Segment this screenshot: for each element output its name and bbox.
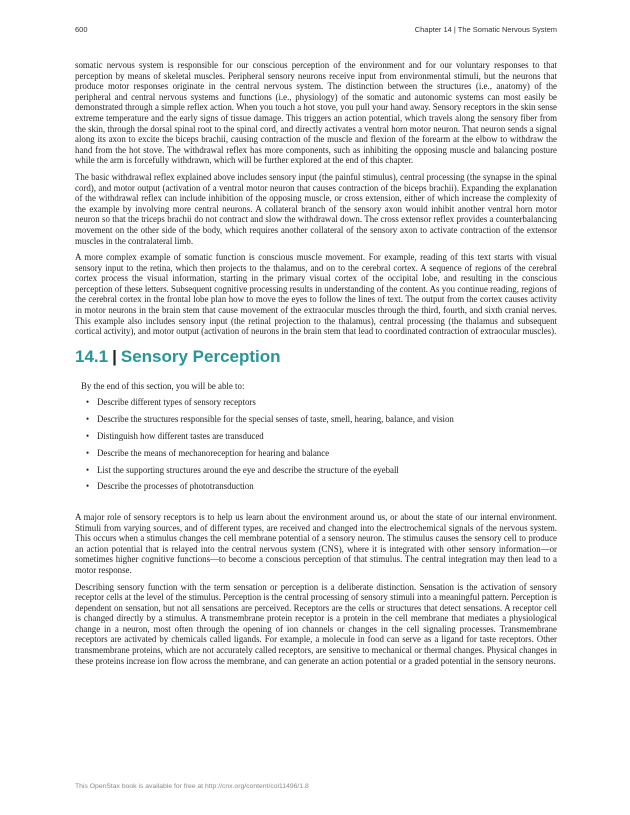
objectives-intro: By the end of this section, you will be able to: bbox=[81, 380, 245, 391]
page-content bbox=[75, 60, 557, 672]
objectives-list bbox=[81, 397, 557, 492]
objective-text: Describe the processes of phototransduction bbox=[97, 481, 254, 492]
bullet-icon: • bbox=[86, 414, 90, 425]
objective-text: Describe the means of mechanoreception for hearing and balance bbox=[97, 447, 330, 458]
body-paragraph: The basic withdrawal reflex explained above includes sensory input (the painful stimulus), central processing (the synapse in the spinal cord), and motor output (activation of a ventral motor neuron that causes contraction of the biceps brachii). Expanding the explanation of the withdrawal reflex can include inhibition of the opposing muscle, or cross extension, either of which increase the complexity of the example by involving more central neurons. A collateral branch of the sensory axon would inhibit another ventral horn motor neuron so that the triceps brachii do not contract and slow the withdrawal down. The cross extensor reflex provides a counterbalancing movement on the other side of the body, which requires another collateral of the sensory axon to activate contraction of the extensor muscles in the contralateral limb. bbox=[75, 171, 557, 246]
running-footer: This OpenStax book is available for free at http://cnx.org/content/col11496/1.8 bbox=[75, 783, 309, 790]
section-separator: | bbox=[112, 346, 117, 366]
section-heading bbox=[75, 347, 557, 367]
body-paragraph: somatic nervous system is responsible for our conscious perception of the environment and for our voluntary responses to that perception by means of skeletal muscles. Peripheral sensory neurons receive input from environmental stimuli, but the neurons that produce motor responses originate in the central nervous system. The distinction between the structures (i.e., anatomy) of the peripheral and central nervous systems and functions (i.e., physiology) of the somatic and autonomic systems can most easily be demonstrated through a simple reflex action. When you touch a hot stove, you pull your hand away. Sensory receptors in the skin sense extreme temperature and the early signs of tissue damage. This triggers an action potential, which travels along the sensory fiber from the skin, through the dorsal spinal root to the spinal cord, and directly activates a ventral horn motor neuron. That neuron sends a signal along its axon to excite the biceps brachii, causing contraction of the muscle and flexion of the forearm at the elbow to withdraw the hand from the hot stove. The withdrawal reflex has more components, such as inhibiting the opposing muscle and balancing posture while the arm is forcefully withdrawn, which will be further explored at the end of this chapter. bbox=[75, 60, 557, 166]
objective-text: List the supporting structures around the eye and describe the structure of the eyeball bbox=[97, 464, 399, 475]
running-header bbox=[75, 25, 557, 34]
learning-objectives bbox=[75, 381, 557, 492]
body-paragraph: Describing sensory function with the term sensation or perception is a deliberate distinction. Sensation is the activation of sensory receptor cells at the level of the stimulus. Perception is the central processing of sensory stimuli into a meaningful pattern. Perception is dependent on sensation, but not all sensations are perceived. Receptors are the cells or structures that detect sensations. A receptor cell is changed directly by a stimulus. A transmembrane protein receptor is a protein in the cell membrane that mediates a physiological change in a neuron, most often through the opening of ion channels or changes in the cell signaling processes. Transmembrane receptors are activated by chemicals called ligands. For example, a molecule in food can serve as a ligand for taste receptors. Other transmembrane proteins, which are not accurately called receptors, are sensitive to mechanical or thermal changes. Physical changes in these proteins increase ion flow across the membrane, and can generate an action potential or a graded potential in the sensory neurons. bbox=[75, 581, 557, 666]
chapter-title: Chapter 14 | The Somatic Nervous System bbox=[414, 25, 557, 34]
objective-text: Distinguish how different tastes are transduced bbox=[97, 431, 264, 441]
objective-text: Describe the structures responsible for the special senses of taste, smell, hearing, balance, and vision bbox=[97, 414, 454, 425]
body-paragraph: A major role of sensory receptors is to help us learn about the environment around us, or about the state of our internal environment. Stimuli from varying sources, and of different types, are received and changed into the electrochemical signals of the nervous system. This occurs when a stimulus changes the cell membrane potential of a sensory neuron. The stimulus causes the sensory cell to produce an action potential that is relayed into the central nervous system (CNS), where it is integrated with other sensory information—or sometimes higher cognitive functions—to become a conscious perception of that stimulus. The central integration may then lead to a motor response. bbox=[75, 511, 557, 575]
objective-item bbox=[86, 447, 557, 459]
bullet-icon: • bbox=[86, 447, 90, 458]
bullet-icon: • bbox=[86, 464, 90, 475]
bullet-icon: • bbox=[86, 481, 90, 492]
objective-item bbox=[86, 464, 557, 476]
objective-text: Describe different types of sensory receptors bbox=[97, 397, 256, 408]
page-number: 600 bbox=[75, 25, 88, 34]
bullet-icon: • bbox=[86, 431, 90, 441]
objective-item bbox=[86, 414, 557, 425]
section-title: Sensory Perception bbox=[120, 346, 281, 366]
section-number: 14.1 bbox=[75, 346, 109, 366]
objective-item bbox=[86, 431, 557, 442]
objective-item bbox=[86, 397, 557, 408]
objective-item bbox=[86, 481, 557, 492]
body-paragraph: A more complex example of somatic function is conscious muscle movement. For example, reading of this text starts with visual sensory input to the retina, which then projects to the thalamus, and on to the cerebral cortex. A sequence of regions of the cerebral cortex process the visual information, starting in the primary visual cortex of the occipital lobe, and resulting in the conscious perception of these letters. Subsequent cognitive processing results in understanding of the content. As you continue reading, regions of the cerebral cortex in the frontal lobe plan how to move the eyes to follow the lines of text. The output from the cortex causes activity in motor neurons in the brain stem that cause movement of the extraocular muscles through the third, fourth, and sixth cranial nerves. This example also includes sensory input (the retinal projection to the thalamus), central processing (the thalamus and subsequent cortical activity), and motor output (activation of neurons in the brain stem that lead to coordinated contraction of extraocular muscles). bbox=[75, 252, 557, 337]
bullet-icon: • bbox=[86, 397, 90, 408]
